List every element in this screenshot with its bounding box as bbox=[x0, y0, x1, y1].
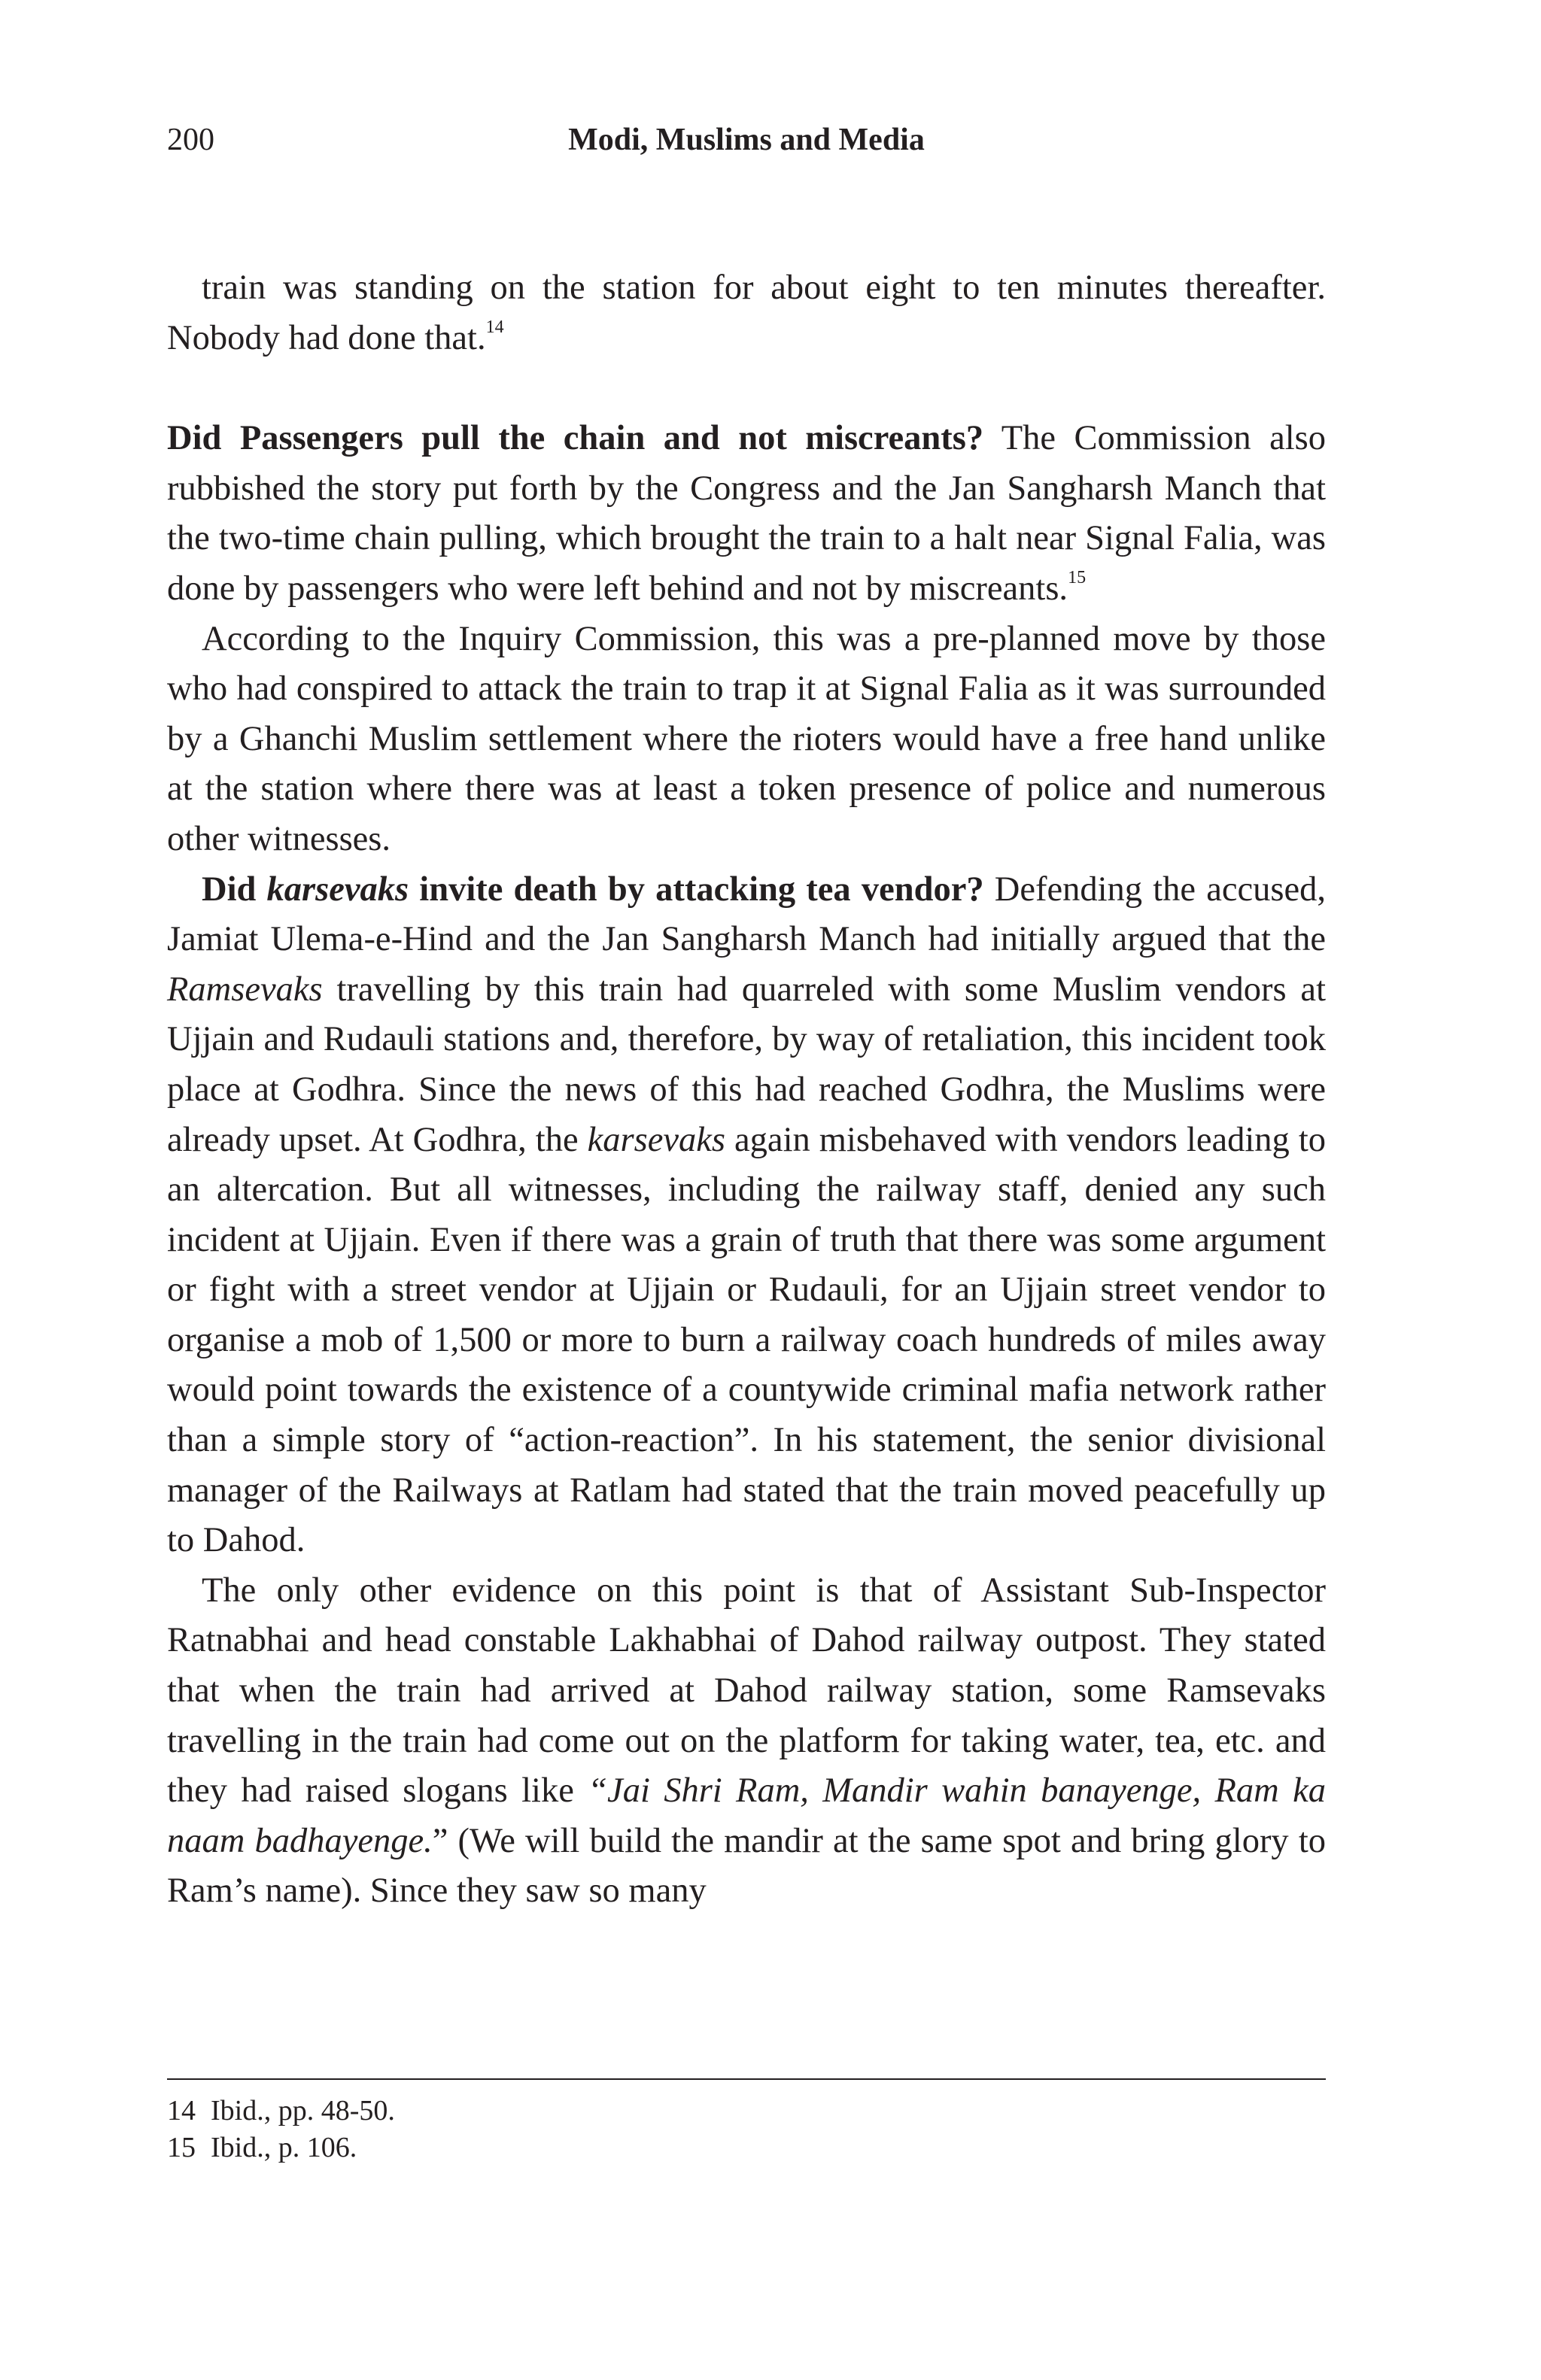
section-heading-tea-vendor bbox=[202, 870, 984, 909]
page-number: 200 bbox=[167, 123, 214, 157]
paragraph-3 bbox=[167, 615, 1326, 865]
paragraph-5-text: The only other evidence on this point is that of Assistant Sub-Inspector Ratnabhai and head constable Lakhabhai of Dahod railway outpost. They stated that when the train had arrived at Dahod railway station, some Ramsevaks travelling in the train had come out on the platform for taking water, tea, etc. and they had raised slogans like bbox=[167, 1571, 1326, 1811]
paragraph-4 bbox=[167, 865, 1326, 1566]
section-heading-chain-pulling: Did Passengers pull the chain and not miscreants? bbox=[167, 419, 984, 458]
italic-term: karsevaks bbox=[587, 1120, 725, 1159]
footnote-number: 14 bbox=[167, 2095, 196, 2127]
paragraph-1 bbox=[167, 263, 1326, 363]
footnotes bbox=[167, 2093, 1326, 2166]
paragraph-4-text: travelling by this train had quarreled with some Muslim vendors at Ujjain and Rudauli stations and, therefore, by way of retaliation, this incident took place at Godhra. Since the news of this had reached Godhra, the Muslims were already upset. At Godhra, the bbox=[167, 970, 1326, 1159]
paragraph-2-text: The Commission also rubbished the story put forth by the Congress and the Jan Sangharsh Manch that the two-time chain pulling, which brought the train to a halt near Signal Falia, was done by passengers who were left behind and not by miscreants. bbox=[167, 419, 1326, 608]
footnote-15 bbox=[167, 2130, 1326, 2166]
body-text bbox=[167, 263, 1326, 1917]
paragraph-2 bbox=[167, 414, 1326, 614]
footnote-ref-15: 15 bbox=[1068, 567, 1087, 587]
paragraph-5 bbox=[167, 1566, 1326, 1917]
footnote-divider bbox=[167, 2078, 1326, 2080]
footnote-ref-14: 14 bbox=[485, 317, 504, 337]
footnote-number: 15 bbox=[167, 2132, 196, 2163]
heading-part: invite death by attacking tea vendor? bbox=[409, 870, 984, 909]
footnote-14 bbox=[167, 2093, 1326, 2130]
paragraph-4-text: Defending the accused, Jamiat Ulema-e-Hind and the Jan Sangharsh Manch had initially argued that the bbox=[167, 870, 1326, 959]
paragraph-3-text: According to the Inquiry Commission, this was a pre-planned move by those who had conspired to attack the train to trap it at Signal Falia as it was surrounded by a Ghanchi Muslim settlement where the rioters would have a free hand unlike at the station where there was at least a token presence of police and numerous other witnesses. bbox=[167, 619, 1326, 858]
heading-italic-term: karsevaks bbox=[266, 870, 409, 909]
footnote-text: Ibid., p. 106. bbox=[211, 2132, 357, 2163]
paragraph-5-text: ” (We will build the mandir at the same spot and bring glory to Ram’s name). Since they saw so many bbox=[167, 1821, 1326, 1911]
footnote-text: Ibid., pp. 48-50. bbox=[211, 2095, 395, 2127]
paragraph-4-text: again misbehaved with vendors leading to an altercation. But all witnesses, including the railway staff, denied any such incident at Ujjain. Even if there was a grain of truth that there was some argument or fight with a street vendor at Ujjain or Rudauli, for an Ujjain street vendor to organise a mob of 1,500 or more to burn a railway coach hundreds of miles away would point towards the existence of a countywide criminal mafia network rather than a simple story of “action-reaction”. In his statement, the senior divisional manager of the Railways at Ratlam had stated that the train moved peacefully up to Dahod. bbox=[167, 1120, 1326, 1560]
paragraph-1-text: train was standing on the station for about eight to ten minutes thereafter. Nobody had done that. bbox=[167, 269, 1326, 357]
slogan-quote: “Jai Shri Ram, Mandir wahin banayenge, Ram ka naam badhayenge. bbox=[167, 1771, 1326, 1860]
heading-part: Did bbox=[202, 870, 267, 909]
running-title: Modi, Muslims and Media bbox=[568, 123, 925, 157]
italic-term: Ramsevaks bbox=[167, 970, 323, 1009]
